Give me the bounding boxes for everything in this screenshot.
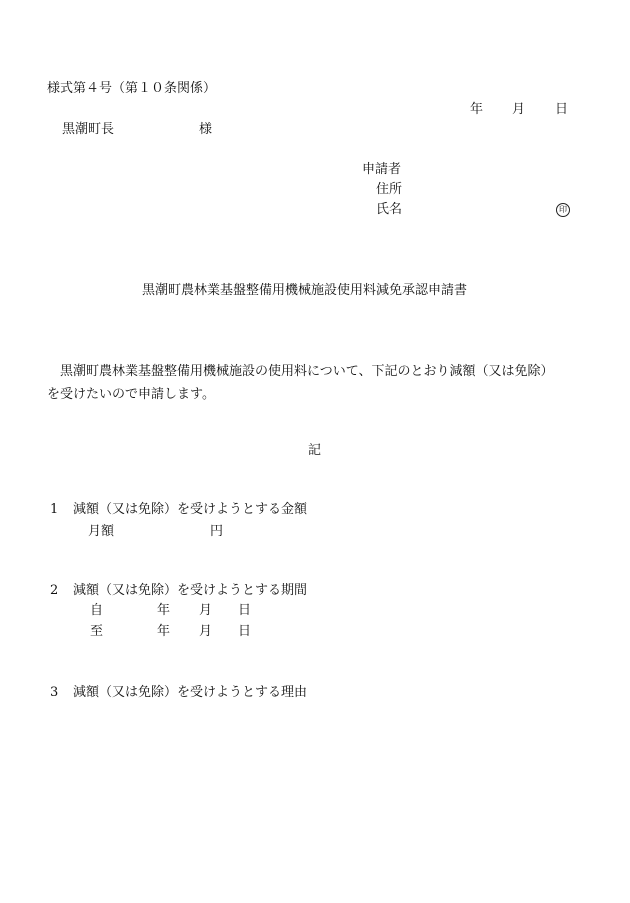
item2-from-day: 日: [238, 603, 252, 618]
item2-from-month: 月: [199, 603, 213, 618]
item2-to-year: 年: [157, 624, 171, 639]
item2-number: 2: [50, 583, 59, 598]
date-day-label: 日: [555, 102, 569, 117]
item3-number: 3: [50, 685, 59, 700]
item2-from-label: 自: [90, 603, 104, 618]
ki-heading: 記: [308, 443, 322, 458]
body-line-1: 黒潮町農林業基盤整備用機械施設の使用料について、下記のとおり減額（又は免除）: [60, 364, 554, 379]
item2-to-label: 至: [90, 624, 104, 639]
item1-monthly-label: 月額: [88, 524, 115, 539]
honorific: 様: [199, 122, 213, 137]
body-line-2: を受けたいので申請します。: [47, 387, 215, 402]
form-number: 様式第４号（第１０条関係）: [47, 81, 217, 96]
item1-heading: 減額（又は免除）を受けようとする金額: [73, 502, 308, 517]
item2-from-year: 年: [157, 603, 171, 618]
seal-icon: 印: [556, 203, 570, 217]
document-title: 黒潮町農林業基盤整備用機械施設使用料減免承認申請書: [142, 283, 468, 298]
applicant-label: 申請者: [362, 162, 402, 177]
item2-heading: 減額（又は免除）を受けようとする期間: [73, 583, 308, 598]
item2-to-day: 日: [238, 624, 252, 639]
item1-yen-label: 円: [210, 524, 224, 539]
name-label: 氏名: [376, 202, 403, 217]
item3-heading: 減額（又は免除）を受けようとする理由: [73, 685, 308, 700]
date-year-label: 年: [470, 102, 484, 117]
addressee: 黒潮町長: [62, 122, 115, 137]
body-paragraph: [47, 360, 587, 406]
item1-number: 1: [50, 502, 59, 517]
item2-to-month: 月: [199, 624, 213, 639]
address-label: 住所: [376, 182, 403, 197]
date-month-label: 月: [512, 102, 526, 117]
